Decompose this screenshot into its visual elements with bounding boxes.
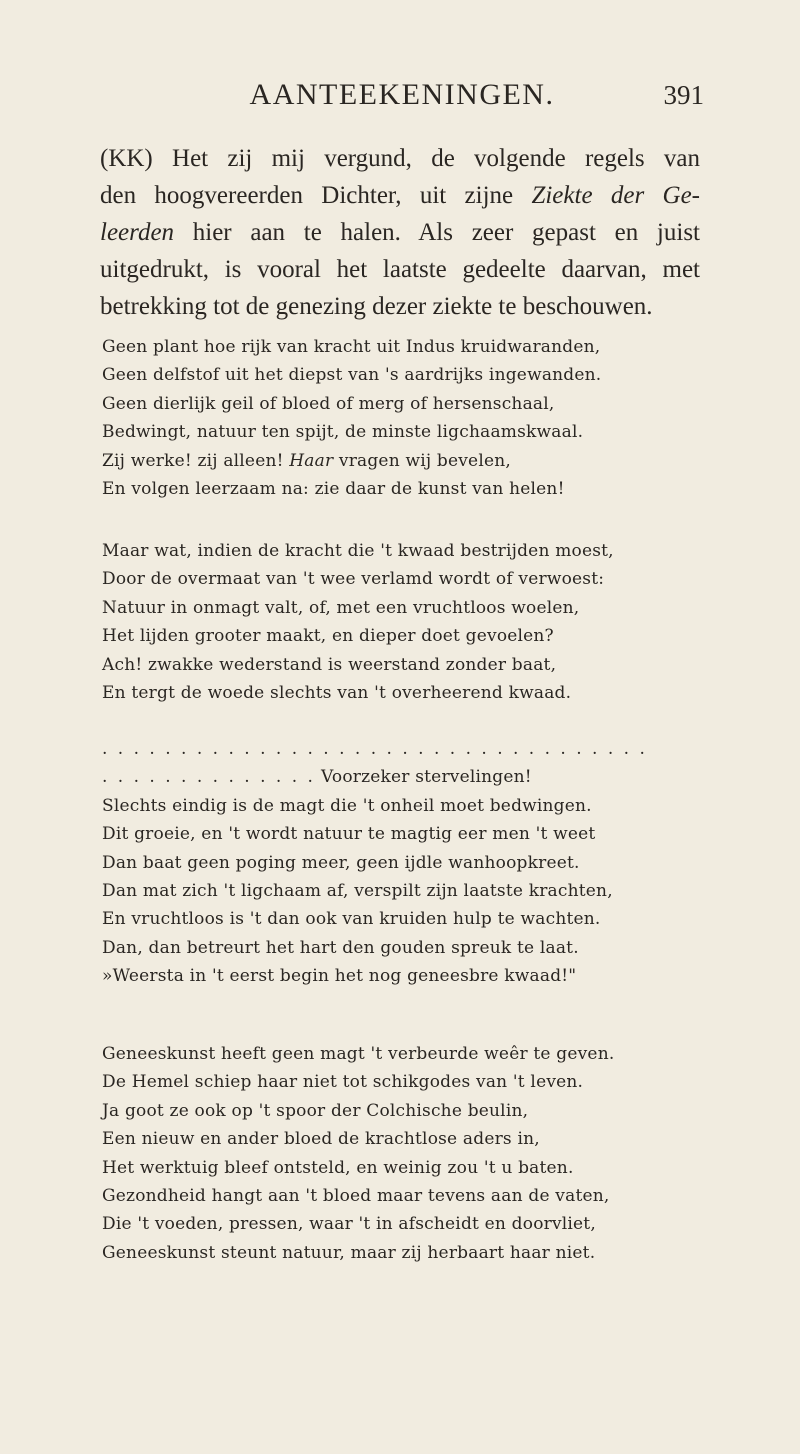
intro-paragraph [100, 140, 700, 325]
intro-text: den hoogvereerden Dichter, uit zijne [100, 182, 532, 209]
page-number: 391 [663, 80, 704, 110]
verse-line: De Hemel schiep haar niet tot schikgodes van 't leven. [102, 1072, 584, 1093]
verse-text: Zij werke! zij alleen! [102, 450, 290, 471]
verse-line: Geneeskunst heeft geen magt 't verbeurde weêr te geven. [102, 1044, 615, 1064]
verse-line: Door de overmaat van 't wee verlamd wordt of verwoest: [102, 569, 605, 590]
verse-line: Ja goot ze ook op 't spoor der Colchische beulin, [102, 1100, 529, 1121]
verse-line: Geneeskunst steunt natuur, maar zij herbaart haar niet. [102, 1242, 596, 1263]
poem-stanza [102, 1040, 702, 1267]
verse-line: Natuur in onmagt valt, of, met een vruchtloos woelen, [102, 597, 580, 618]
verse-line: Bedwingt, natuur ten spijt, de minste ligchaamskwaal. [102, 422, 584, 443]
intro-italic-title: Ziekte der Ge- [531, 182, 700, 209]
intro-line: (KK) Het zij mij vergund, de volgende regels van [100, 145, 700, 172]
verse-line: Het werktuig bleef ontsteld, en weinig zou 't u baten. [102, 1157, 574, 1178]
verse-line: En tergt de woede slechts van 't overheerend kwaad. [102, 683, 572, 704]
poem-stanza [102, 735, 702, 991]
verse-line: Het lijden grooter maakt, en dieper doet gevoelen? [102, 626, 554, 647]
verse-line: En volgen leerzaam na: zie daar de kunst van helen! [102, 479, 565, 500]
intro-italic-title: leerden [100, 219, 175, 246]
verse-text: vragen wij bevelen, [333, 450, 511, 471]
verse-line: Dan, dan betreurt het hart den gouden spreuk te laat. [102, 937, 579, 958]
poem-stanza [102, 333, 702, 503]
verse-line: Dan mat zich 't ligchaam af, verspilt zijn laatste krachten, [102, 881, 613, 902]
intro-line: uitgedrukt, is vooral het laatste gedeelte daarvan, met [100, 256, 700, 283]
verse-line: Een nieuw en ander bloed de krachtlose aders in, [102, 1129, 540, 1150]
verse-line: »Weersta in 't eerst begin het nog geneesbre kwaad!" [102, 966, 577, 987]
verse-line: Geen plant hoe rijk van kracht uit Indus kruidwaranden, [102, 337, 601, 357]
running-title: AANTEEKENINGEN. [249, 78, 555, 111]
intro-line [100, 214, 700, 251]
verse-line: En vruchtloos is 't dan ook van kruiden hulp te wachten. [102, 909, 601, 930]
verse-line: Die 't voeden, pressen, waar 't in afscheidt en doorvliet, [102, 1214, 596, 1235]
verse-line: Maar wat, indien de kracht die 't kwaad bestrijden moest, [102, 541, 614, 561]
intro-line: betrekking tot de genezing dezer ziekte te beschouwen. [100, 293, 653, 320]
verse-line: Slechts eindig is de magt die 't onheil moet bedwingen. [102, 795, 592, 816]
verse-line [102, 447, 702, 475]
verse-line: Gezondheid hangt aan 't bloed maar tevens aan de vaten, [102, 1186, 610, 1207]
verse-italic: Haar [289, 450, 334, 471]
verse-line: Dit groeie, en 't wordt natuur te magtig eer men 't weet [102, 824, 596, 845]
verse-line: Geen dierlijk geil of bloed of merg of hersenschaal, [102, 393, 555, 414]
page-header [100, 78, 704, 124]
verse-text: Voorzeker stervelingen! [315, 767, 532, 788]
intro-line [100, 177, 700, 214]
ellipsis-line: . . . . . . . . . . . . . . . . . . . . . . . . . . . . . . . . . . . [102, 739, 648, 759]
poem-stanza [102, 537, 702, 707]
intro-text: hier aan te halen. Als zeer gepast en juist [174, 219, 700, 246]
verse-line: Geen delfstof uit het diepst van 's aardrijks ingewanden. [102, 365, 602, 386]
verse-line: Ach! zwakke wederstand is weerstand zonder baat, [102, 654, 557, 675]
ellipsis-leader: . . . . . . . . . . . . . . [102, 767, 316, 788]
verse-line: Dan baat geen poging meer, geen ijdle wanhoopkreet. [102, 852, 580, 873]
verse-line [102, 763, 702, 791]
